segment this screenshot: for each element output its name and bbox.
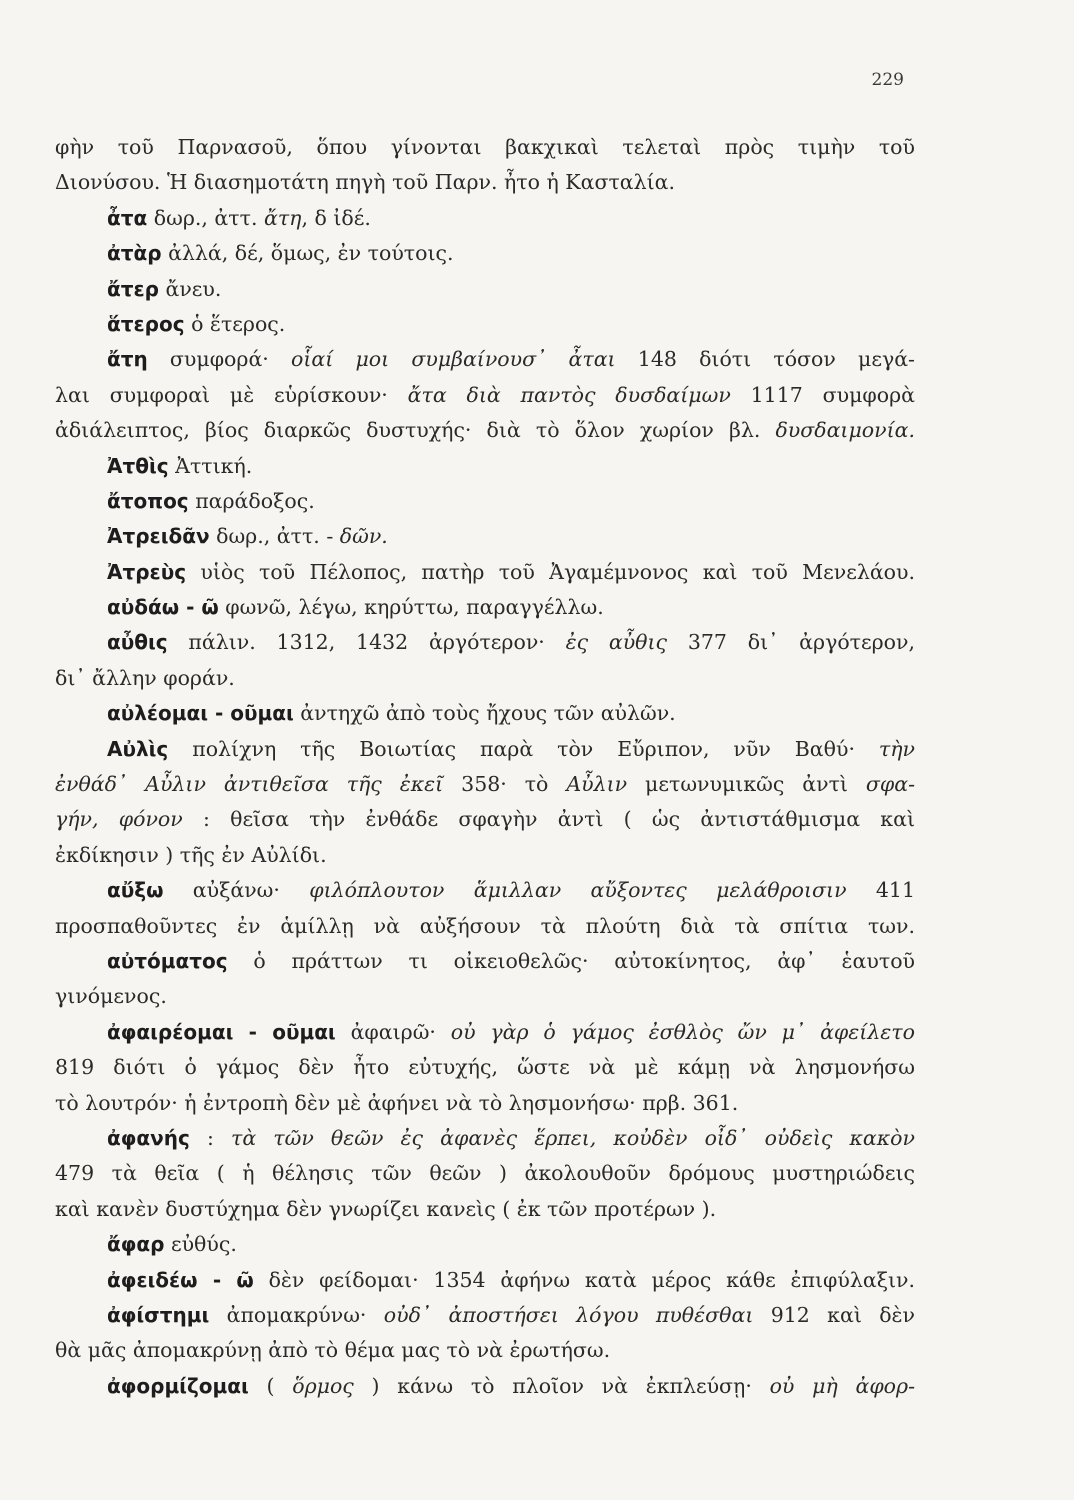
definition-text: πάλιν. 1312, 1432 ἀργότερον· <box>167 630 566 655</box>
definition-text: ἐκδίκησιν ) τῆς ἐν Αὐλίδι. <box>55 842 327 867</box>
headword: αὐλέομαι - οῦμαι <box>107 701 294 726</box>
headword: Ἀτρεὺς <box>107 559 187 584</box>
quotation: Αὖλιν <box>566 772 628 797</box>
quotation: τὰ τῶν θεῶν ἐς ἀφανὲς ἕρπει, κοὐδὲν οἶδ᾽ οὐδεὶς κακὸν <box>230 1125 915 1150</box>
quotation: γήν, φόνον <box>55 807 183 832</box>
text-line <box>55 307 915 342</box>
headword: ἀφαιρέομαι - οῦμαι <box>107 1019 336 1044</box>
definition-text: αὐξάνω· <box>163 878 310 903</box>
definition-text: δωρ., ἀττ. <box>147 205 264 230</box>
text-line <box>55 201 915 236</box>
text-line <box>55 130 915 165</box>
quotation: οὐδ᾽ ἀποστήσει λόγου πυθέσθαι <box>383 1302 754 1327</box>
quotation: ἄτη <box>263 205 302 230</box>
headword: Ἀτρειδᾶν <box>107 524 210 549</box>
text-line <box>55 767 915 802</box>
definition-text: προσπαθοῦντες ἐν ἁμίλλῃ νὰ αὐξήσουν τὰ πλούτη διὰ τὰ σπίτια των. <box>55 913 915 938</box>
text-line <box>55 449 915 484</box>
definition-text: 358· τὸ <box>443 772 567 797</box>
text-line <box>55 378 915 413</box>
definition-text: ( <box>248 1373 293 1398</box>
definition-text: μετωνυμικῶς ἀντὶ <box>627 772 866 797</box>
text-line <box>55 1050 915 1085</box>
quotation: ἐνθάδ᾽ Αὖλιν ἀντιθεῖσα τῆς ἐκεῖ <box>55 772 444 797</box>
quotation: δῶν. <box>339 524 388 549</box>
text-line <box>55 413 915 448</box>
definition-text: δὲν φείδομαι· 1354 ἀφήνω κατὰ μέρος κάθε ἐπιφύλαξιν. <box>253 1267 915 1292</box>
page-number: 229 <box>871 70 904 90</box>
definition-text: 819 διότι ὁ γάμος δὲν ἦτο εὐτυχής, ὥστε νὰ μὲ κάμῃ νὰ λησμονήσω <box>55 1055 915 1080</box>
definition-text: : <box>189 1125 231 1150</box>
definition-text: συμφορά· <box>147 347 291 372</box>
text-line <box>55 555 915 590</box>
text-line <box>55 1333 915 1368</box>
text-line <box>55 1192 915 1227</box>
definition-text: Διονύσου. Ἡ διασημοτάτη πηγὴ τοῦ Παρν. ἦτο ἡ Κασταλία. <box>55 170 676 195</box>
text-line <box>55 165 915 200</box>
headword: αὔξω <box>107 878 164 903</box>
text-line <box>55 909 915 944</box>
definition-text: υἱὸς τοῦ Πέλοπος, πατὴρ τοῦ Ἀγαμέμνονος καὶ τοῦ Μενελάου. <box>186 559 915 584</box>
quotation: τὴν <box>878 736 915 761</box>
headword: ἀτὰρ <box>107 241 162 266</box>
text-line <box>55 1263 915 1298</box>
text-line <box>55 272 915 307</box>
text-line <box>55 1227 915 1262</box>
definition-text: 912 καὶ δὲν <box>753 1302 915 1327</box>
quotation: οὐ γὰρ ὁ γάμος ἐσθλὸς ὤν μ᾽ ἀφείλετο <box>450 1019 915 1044</box>
definition-text: δι᾽ ἄλλην φοράν. <box>55 665 235 690</box>
definition-text: ἀπομακρύνω· <box>209 1302 384 1327</box>
text-line <box>55 802 915 837</box>
quotation: σφα- <box>865 772 915 797</box>
definition-text: ἀλλά, δέ, ὅμως, ἐν τούτοις. <box>161 241 454 266</box>
definition-text: 377 δι᾽ ἀργότερον, <box>667 630 915 655</box>
definition-text: δωρ., ἀττ. - <box>209 524 340 549</box>
text-line <box>55 1086 915 1121</box>
glossary-text <box>55 130 915 1404</box>
definition-text: : θεῖσα τὴν ἐνθάδε σφαγὴν ἀντὶ ( ὡς ἀντιστάθμισμα καὶ <box>182 807 915 832</box>
text-line <box>55 1298 915 1333</box>
definition-text: ὁ πράττων τι οἰκειοθελῶς· αὐτοκίνητος, ἀφ᾽ ἑαυτοῦ <box>227 948 915 973</box>
text-line <box>55 873 915 908</box>
definition-text: ἀδιάλειπτος, βίος διαρκῶς δυστυχής· διὰ τὸ ὅλον χωρίον βλ. <box>55 418 776 443</box>
text-line <box>55 236 915 271</box>
definition-text: λαι συμφοραὶ μὲ εὑρίσκουν· <box>55 382 408 407</box>
headword: ἀφίστημι <box>107 1302 210 1327</box>
definition-text: καὶ κανὲν δυστύχημα δὲν γνωρίζει κανεὶς ( ἐκ τῶν προτέρων ). <box>55 1196 717 1221</box>
definition-text: θὰ μᾶς ἀπομακρύνῃ ἀπὸ τὸ θέμα μας τὸ νὰ ἐρωτήσω. <box>55 1338 611 1363</box>
text-line <box>55 590 915 625</box>
quotation: ἐς αὖθις <box>565 630 668 655</box>
definition-text: ἀφαιρῶ· <box>335 1019 451 1044</box>
text-line <box>55 1015 915 1050</box>
text-line <box>55 625 915 660</box>
headword: ἄτοπος <box>107 488 189 513</box>
definition-text: ἄνευ. <box>158 276 222 301</box>
text-line <box>55 1156 915 1191</box>
text-line <box>55 838 915 873</box>
headword: ἀφορμίζομαι <box>107 1373 249 1398</box>
quotation: δυσδαιμονία. <box>775 418 915 443</box>
definition-text: ἀντηχῶ ἀπὸ τοὺς ἤχους τῶν αὐλῶν. <box>293 701 676 726</box>
definition-text: Ἀττική. <box>168 453 253 478</box>
text-line <box>55 519 915 554</box>
quotation: ὅρμος <box>292 1373 354 1398</box>
text-line <box>55 1121 915 1156</box>
text-line <box>55 696 915 731</box>
headword: ἄτερ <box>107 276 159 301</box>
text-line <box>55 661 915 696</box>
quotation: οἷαί μοι συμβαίνουσ᾽ ἆται <box>291 347 616 372</box>
headword: Ἀτθὶς <box>107 453 169 478</box>
definition-text: 1117 συμφορὰ <box>730 382 915 407</box>
definition-text: 479 τὰ θεῖα ( ἡ θέλησις τῶν θεῶν ) ἀκολουθοῦν δρόμους μυστηριώδεις <box>55 1161 915 1186</box>
definition-text: ὁ ἕτερος. <box>184 311 286 336</box>
definition-text: παράδοξος. <box>188 488 315 513</box>
definition-text: εὐθύς. <box>164 1232 237 1257</box>
headword: ἄτη <box>107 347 148 372</box>
definition-text: 148 διότι τόσον μεγά- <box>615 347 915 372</box>
definition-text: ) κάνω τὸ πλοῖον νὰ ἐκπλεύσῃ· <box>353 1373 770 1398</box>
definition-text: τὸ λουτρόν· ἡ ἐντροπὴ δὲν μὲ ἀφήνει νὰ τὸ λησμονήσω· πρβ. 361. <box>55 1090 739 1115</box>
definition-text: φὴν τοῦ Παρνασοῦ, ὅπου γίνονται βακχικαὶ τελεταὶ πρὸς τιμὴν τοῦ <box>55 135 915 159</box>
headword: ἆτα <box>107 205 148 230</box>
text-line <box>55 732 915 767</box>
definition-text: γινόμενος. <box>55 984 167 1009</box>
headword: αὐτόματος <box>107 948 228 973</box>
text-line <box>55 342 915 377</box>
definition-text: 411 <box>846 878 915 903</box>
definition-text: , δ ἰδέ. <box>301 205 371 230</box>
headword: ἄφαρ <box>107 1232 165 1257</box>
quotation: φιλόπλουτον ἅμιλλαν αὔξοντες μελάθροισιν <box>309 878 847 903</box>
headword: ἀφανής <box>107 1125 190 1150</box>
text-line <box>55 944 915 979</box>
headword: ἅτερος <box>107 311 185 336</box>
headword: αὐδάω - ῶ <box>107 595 219 620</box>
text-line <box>55 1369 915 1404</box>
definition-text: φωνῶ, λέγω, κηρύττω, παραγγέλλω. <box>218 595 604 620</box>
definition-text: πολίχνη τῆς Βοιωτίας παρὰ τὸν Εὔριπον, νῦν Βαθύ· <box>168 736 879 761</box>
quotation: οὐ μὴ ἀφορ- <box>769 1373 915 1398</box>
headword: αὖθις <box>107 630 168 655</box>
headword: Αὐλὶς <box>107 736 169 761</box>
text-line <box>55 484 915 519</box>
headword: ἀφειδέω - ῶ <box>107 1267 254 1292</box>
text-line <box>55 979 915 1014</box>
quotation: ἄτα διὰ παντὸς δυσδαίμων <box>407 382 731 407</box>
